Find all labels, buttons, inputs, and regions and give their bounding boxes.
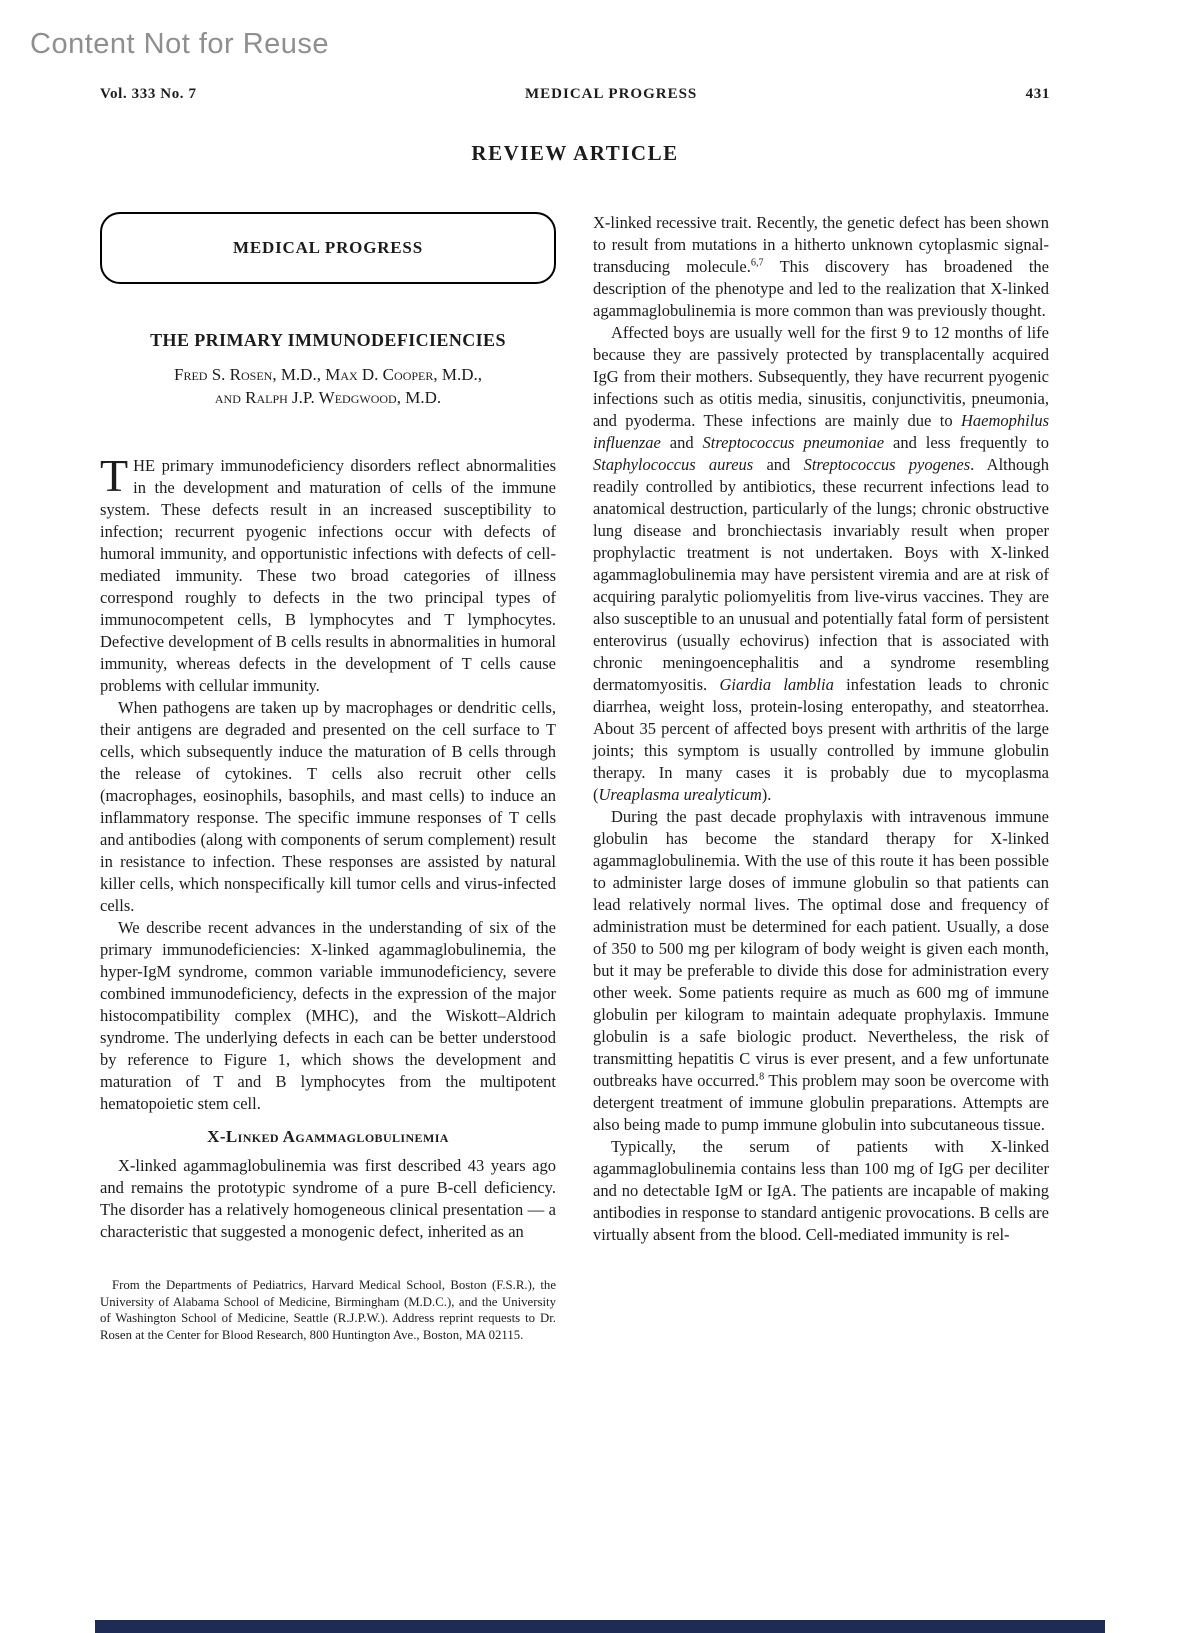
- section-heading-x-linked-agammaglobulinemia: X-Linked Agammaglobulinemia: [207, 1127, 449, 1146]
- author-byline-line1: Fred S. Rosen, M.D., Max D. Cooper, M.D.,: [173, 365, 483, 384]
- bottom-rule-bar: [95, 1620, 1105, 1633]
- paragraph-intro-text: HE primary immunodeficiency disorders reflect abnormalities in the development and maturation of cells of the immune system. These defects result in an increased susceptibility to infection; recurrent pyogenic infections occur with defects of humoral immunity, and opportunistic infections with defects of cell-mediated immunity. These two broad categories of illness correspond roughly to defects in the two principal types of immunocompetent cells, B lymphocytes and T lymphocytes. Defective development of B cells results in abnormalities in humoral immunity, whereas defects in the development of T cells cause problems with cellular immunity.: [100, 456, 556, 695]
- content-not-for-reuse-watermark: Content Not for Reuse: [30, 28, 330, 60]
- volume-issue-label: Vol. 333 No. 7: [100, 86, 197, 102]
- article-title: THE PRIMARY IMMUNODEFICIENCIES: [150, 330, 506, 350]
- right-column: [593, 212, 1049, 1343]
- medical-progress-box-label: MEDICAL PROGRESS: [233, 238, 423, 257]
- two-column-layout: [100, 212, 1050, 1343]
- running-head: [100, 86, 1050, 103]
- paragraph-intro: [100, 450, 556, 697]
- medical-progress-box: [100, 212, 556, 284]
- drop-cap: T: [100, 450, 129, 501]
- author-byline: [100, 363, 556, 409]
- author-byline-line2: and Ralph J.P. Wedgwood, M.D.: [214, 388, 442, 407]
- paragraph: During the past decade prophylaxis with intravenous immune globulin has become the standard therapy for X-linked agammaglobulinemia. With the use of this route it has been possible to administer large doses of immune globulin so that patients can lead relatively normal lives. The optimal dose and frequency of administration must be determined for each patient. Usually, a dose of 350 to 500 mg per kilogram of body weight is given each month, but it may be preferable to divide this dose for administration every other week. Some patients require as much as 600 mg of immune globulin per kilogram to maintain adequate prophylaxis. Immune globulin is a safe biologic product. Nevertheless, the risk of transmitting hepatitis C virus is ever present, and a few unfortunate outbreaks have occurred.$^8$ This problem may soon be overcome with detergent treatment of immune globulin preparations. Attempts are also being made to pump immune globulin into subcutaneous tissue.: [593, 807, 1049, 1134]
- paragraph: Affected boys are usually well for the first 9 to 12 months of life because they are passively protected by transplacentally acquired IgG from their mothers. Subsequently, they have recurrent pyogenic infections such as otitis media, sinusitis, conjunctivitis, pneumonia, and pyoderma. These infections are mainly due to Haemophilus influenzae and Streptococcus pneumoniae and less frequently to Staphylococcus aureus and Streptococcus pyogenes. Although readily controlled by antibiotics, these recurrent infections lead to anatomical destruction, particularly of the lungs; chronic obstructive lung disease and bronchiectasis invariably result when proper prophylactic treatment is not undertaken. Boys with X-linked agammaglobulinemia may have persistent viremia and are at risk of acquiring paralytic poliomyelitis from live-virus vaccines. They are also susceptible to an unusual and potentially fatal form of persistent enterovirus (usually echovirus) infection that is associated with chronic meningoencephalitis and a syndrome resembling dermatomyositis. Giardia lamblia infestation leads to chronic diarrhea, weight loss, protein-losing enteropathy, and steatorrhea. About 35 percent of affected boys present with arthritis of the large joints; this symptom is usually controlled by immune globulin therapy. In many cases it is probably due to mycoplasma (Ureaplasma urealyticum).: [593, 323, 1050, 804]
- paragraph: We describe recent advances in the understanding of six of the primary immunodeficiencies: X-linked agammaglobulinemia, the hyper-IgM syndrome, common variable immunodeficiency, severe combined immunodeficiency, defects in the expression of the major histocompatibility complex (MHC), and the Wiskott–Aldrich syndrome. The underlying defects in each can be better understood by reference to Figure 1, which shows the development and maturation of T and B lymphocytes from the multipotent hematopoietic stem cell.: [100, 918, 556, 1113]
- paragraph: When pathogens are taken up by macrophages or dendritic cells, their antigens are degraded and presented on the cell surface to T cells, which subsequently induce the maturation of B cells through the release of cytokines. T cells also recruit other cells (macrophages, eosinophils, basophils, and mast cells) to induce an inflammatory response. The specific immune responses of T cells and antibodies (along with components of serum complement) result in resistance to infection. These responses are assisted by natural killer cells, which nonspecifically kill tumor cells and virus-infected cells.: [100, 698, 556, 915]
- page-number: 431: [1025, 86, 1050, 102]
- left-column: [100, 212, 556, 1343]
- running-title: MEDICAL PROGRESS: [525, 86, 698, 102]
- paragraph: Typically, the serum of patients with X-linked agammaglobulinemia contains less than 100 mg of IgG per deciliter and no detectable IgM or IgA. The patients are incapable of making antibodies in response to standard antigenic provocations. B cells are virtually absent from the blood. Cell-mediated immunity is rel-: [593, 1137, 1049, 1244]
- page-content: [100, 86, 1050, 1343]
- paragraph: X-linked agammaglobulinemia was first described 43 years ago and remains the prototypic syndrome of a pure B-cell deficiency. The disorder has a relatively homogeneous clinical presentation — a characteristic that suggested a monogenic defect, inherited as an: [100, 1156, 556, 1241]
- review-article-banner: REVIEW ARTICLE: [471, 141, 679, 165]
- author-affiliations-footnote: From the Departments of Pediatrics, Harvard Medical School, Boston (F.S.R.), the University of Alabama School of Medicine, Birmingham (M.D.C.), and the University of Washington School of Medicine, Seattle (R.J.P.W.). Address reprint requests to Dr. Rosen at the Center for Blood Research, 800 Huntington Ave., Boston, MA 02115.: [100, 1278, 556, 1342]
- paragraph: X-linked recessive trait. Recently, the genetic defect has been shown to result from mutations in a hitherto unknown cytoplasmic signal-transducing molecule.$^{6,7}$ This discovery has broadened the description of the phenotype and led to the realization that X-linked agammaglobulinemia is more common than was previously thought.: [593, 213, 1049, 320]
